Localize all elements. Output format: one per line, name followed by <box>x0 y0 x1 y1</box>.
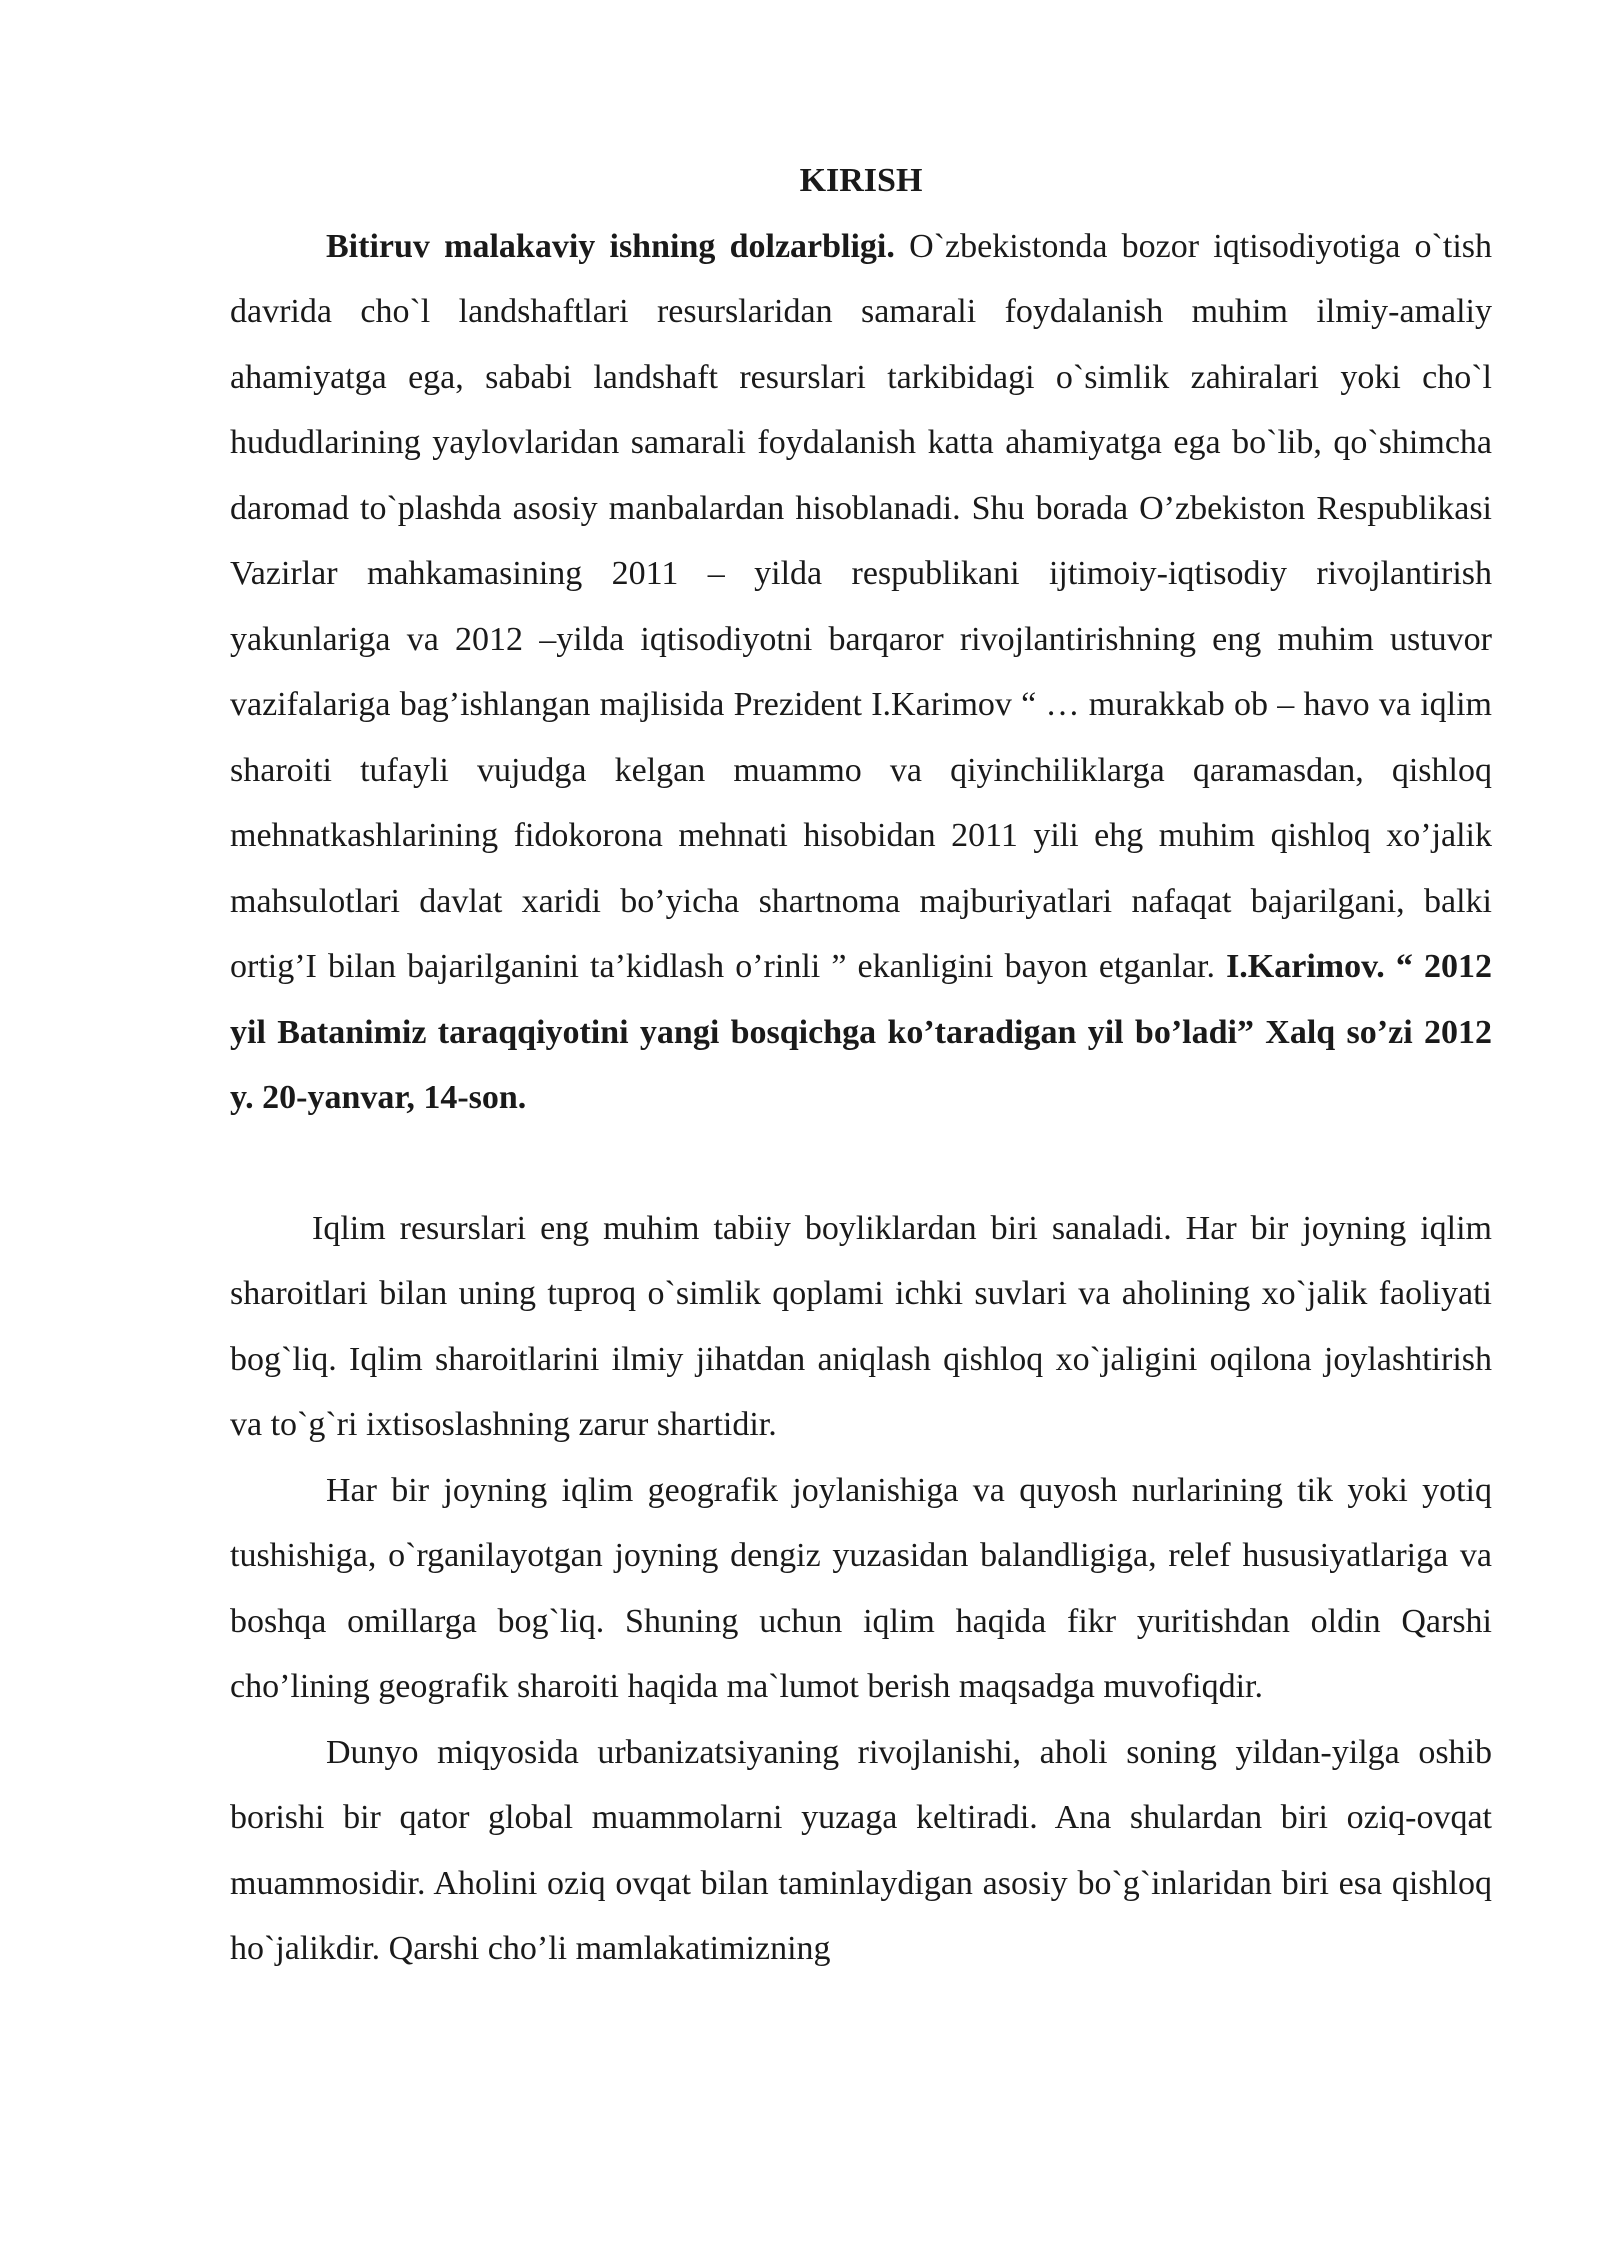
relevance-heading: Bitiruv malakaviy ishning dolzarbligi. <box>326 227 895 265</box>
paragraph-urbanization: Dunyo miqyosida urbanizatsiyaning rivojlanishi, aholi soning yildan-yilga oshib borishi bir qator global muammolarni yuzaga keltiradi. Ana shulardan biri oziq-ovqat muammosidir. Aholini oziq ovqat bilan taminlaydigan asosiy bo`g`inlaridan biri esa qishloq ho`jalikdir. Qarshi cho’li mamlakatimizning <box>230 1733 1492 1967</box>
paragraph-relevance <box>230 214 1492 1131</box>
paragraph-climate-resources: Iqlim resurslari eng muhim tabiiy boyliklardan biri sanaladi. Har bir joyning iqlim sharoitlari bilan uning tuproq o`simlik qoplami ichki suvlari va aholining xo`jalik faoliyati bog`liq. Iqlim sharoitlarini ilmiy jihatdan aniqlash qishloq xo`jaligini oqilona joylashtirish va to`g`ri ixtisoslashning zarur shartidir. <box>230 1209 1492 1443</box>
paragraph-climate-factors: Har bir joyning iqlim geografik joylanishiga va quyosh nurlarining tik yoki yotiq tushishiga, o`rganilayotgan joyning dengiz yuzasidan balandligiga, relef hususiyatlariga va boshqa omillarga bog`liq. Shuning uchun iqlim haqida fikr yuritishdan oldin Qarshi cho’lining geografik sharoiti haqida ma`lumot berish maqsadga muvofiqdir. <box>230 1471 1492 1705</box>
page-title: KIRISH <box>799 162 923 199</box>
relevance-citation: I.Karimov. “ 2012 yil Batanimiz taraqqiyotini yangi bosqichga ko’taradigan yil bo’ladi” Xalq so’zi 2012 y. 20-yanvar, 14-son. <box>230 948 1492 1116</box>
relevance-body: O`zbekistonda bozor iqtisodiyotiga o`tish davrida cho`l landshaftlari resurslaridan samarali foydalanish muhim ilmiy-amaliy ahamiyatga ega, sababi landshaft resurslari tarkibidagi o`simlik zahiralari yoki cho`l hududlarining yaylovlaridan samarali foydalanish katta ahamiyatga ega bo`lib, qo`shimcha daromad to`plashda asosiy manbalardan hisoblanadi. Shu borada O’zbekiston Respublikasi Vazirlar mahkamasining 2011 – yilda respublikani ijtimoiy-iqtisodiy rivojlantirish yakunlariga va 2012 –yilda iqtisodiyotni barqaror rivojlantirishning eng muhim ustuvor vazifalariga bag’ishlangan majlisida Prezident I.Karimov “ … murakkab ob – havo va iqlim sharoiti tufayli vujudga kelgan muammo va qiyinchiliklarga qaramasdan, qishloq mehnatkashlarining fidokorona mehnati hisobidan 2011 yili ehg muhim qishloq xo’jalik mahsulotlari davlat xaridi bo’yicha shartnoma majburiyatlari nafaqat bajarilgani, balki ortig’I bilan bajarilganini ta’kidlash o’rinli ” ekanligini bayon etganlar. <box>230 227 1492 985</box>
document-page <box>230 148 1492 1982</box>
paragraph-gap <box>230 1131 1492 1196</box>
